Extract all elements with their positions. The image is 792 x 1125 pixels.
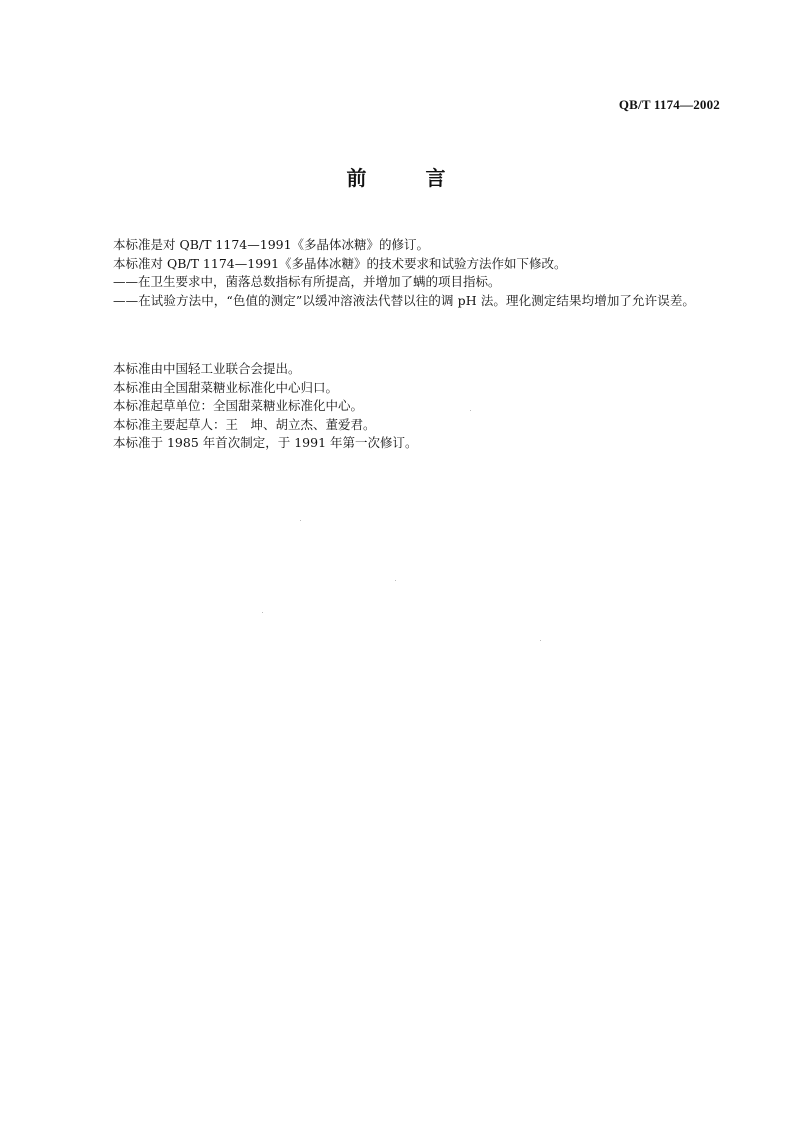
revision-notes — [88, 236, 720, 310]
revision-line-1: 本标准是对 QB/T 1174—1991《多晶体冰糖》的修订。 — [113, 237, 430, 252]
proposer-line: 本标准由中国轻工业联合会提出。 — [113, 361, 301, 376]
drafters-line: 本标准主要起草人：王 坤、胡立杰、董爱君。 — [113, 416, 376, 432]
scan-speck — [395, 580, 396, 581]
drafting-info — [88, 360, 720, 453]
scan-speck — [262, 612, 263, 613]
administrator-line: 本标准由全国甜菜糖业标准化中心归口。 — [113, 379, 339, 395]
history-line: 本标准于 1985 年首次制定，于 1991 年第一次修订。 — [113, 435, 418, 451]
page-title: 前 言 — [346, 166, 472, 190]
scan-speck — [300, 520, 301, 521]
revision-line-4: ——在试验方法中，“色值的测定”以缓冲溶液法代替以往的调 pH 法。理化测定结果均增加了允许误差。 — [113, 292, 696, 308]
scan-speck — [470, 410, 471, 411]
revision-line-2: 本标准对 QB/T 1174—1991《多晶体冰糖》的技术要求和试验方法作如下修改。 — [113, 255, 567, 271]
scan-speck — [540, 640, 541, 641]
drafting-unit-line: 本标准起草单位：全国甜菜糖业标准化中心。 — [113, 398, 364, 414]
revision-line-3: ——在卫生要求中，菌落总数指标有所提高，并增加了螨的项目指标。 — [113, 274, 501, 290]
standard-code: QB/T 1174—2002 — [618, 97, 720, 112]
